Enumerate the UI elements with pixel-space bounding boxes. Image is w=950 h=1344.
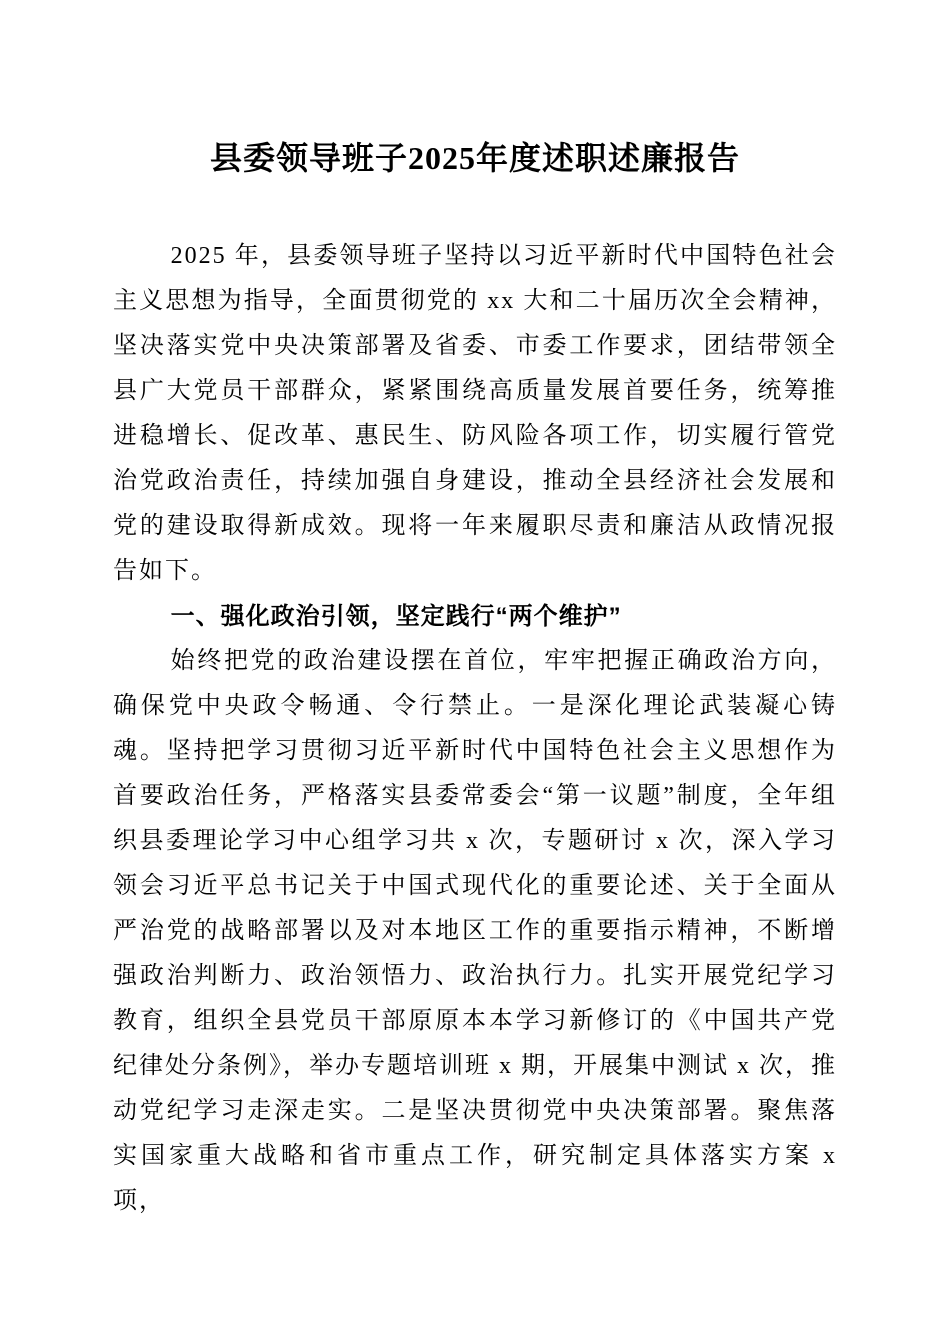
section-1-heading: 一、强化政治引领，坚定践行“两个维护”	[170, 603, 622, 630]
section-1-body-paragraph: 始终把党的政治建设摆在首位，牢牢把握正确政治方向，确保党中央政令畅通、令行禁止。一是深化理论武装凝心铸魂。坚持把学习贯彻习近平新时代中国特色社会主义思想作为首要政治任务，严格落实县委常委会“第一议题”制度，全年组织县委理论学习中心组学习共 x 次，专题研讨 x 次，深入学习领会习近平总书记关于中国式现代化的重要论述、关于全面从严治党的战略部署以及对本地区工作的重要指示精神，不断增强政治判断力、政治领悟力、政治执行力。扎实开展党纪学习教育，组织全县党员干部原原本本学习新修订的《中国共产党纪律处分条例》，举办专题培训班 x 期，开展集中测试 x 次，推动党纪学习走深走实。二是坚决贯彻党中央决策部署。聚焦落实国家重大战略和省市重点工作，研究制定具体落实方案 x 项，	[113, 648, 837, 1214]
document-title: 县委领导班子2025年度述职述廉报告	[209, 140, 740, 176]
intro-paragraph: 2025 年，县委领导班子坚持以习近平新时代中国特色社会主义思想为指导，全面贯彻党的 xx 大和二十届历次全会精神，坚决落实党中央决策部署及省委、市委工作要求，团结带领全县广大党员干部群众，紧紧围绕高质量发展首要任务，统筹推进稳增长、促改革、惠民生、防风险各项工作，切实履行管党治党政治责任，持续加强自身建设，推动全县经济社会发展和党的建设取得新成效。现将一年来履职尽责和廉洁从政情况报告如下。	[113, 243, 837, 584]
